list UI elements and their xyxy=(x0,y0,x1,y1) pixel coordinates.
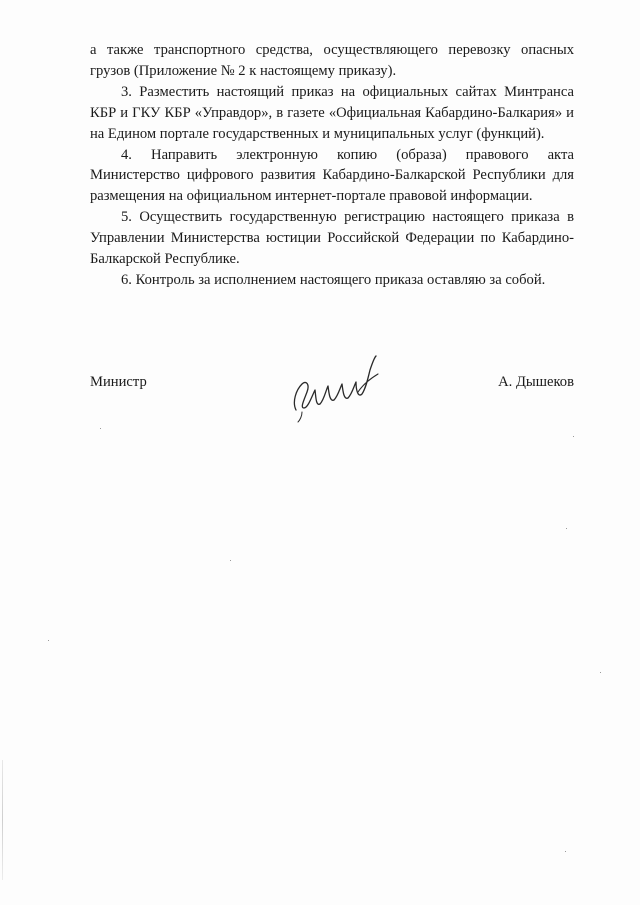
paragraph-continuation: а также транспортного средства, осуществляющего перевозку опасных грузов (Приложение № 2 к настоящему приказу). xyxy=(90,42,574,79)
handwritten-signature xyxy=(288,352,388,424)
scan-speck xyxy=(100,428,101,429)
scan-edge-mark xyxy=(2,760,3,880)
signatory-position: Министр xyxy=(90,374,147,390)
document-body xyxy=(90,40,574,291)
scan-speck xyxy=(230,560,231,561)
scan-speck xyxy=(565,851,566,852)
paragraph-item-4: 4. Направить электронную копию (образа) правового акта Министерство цифрового развития Кабардино-Балкарской Республики для размещения на официальном интернет-портале правовой информации. xyxy=(90,146,574,205)
scan-speck xyxy=(48,640,49,641)
paragraph-item-6: 6. Контроль за исполнением настоящего приказа оставляю за собой. xyxy=(121,271,546,288)
paragraph-item-3: 3. Разместить настоящий приказ на официальных сайтах Минтранса КБР и ГКУ КБР «Управдор», в газете «Официальная Кабардино-Балкария» и на Едином портале государственных и муниципальных услуг (функций). xyxy=(90,83,574,142)
paragraph-item-5: 5. Осуществить государственную регистрацию настоящего приказа в Управлении Министерства юстиции Российской Федерации по Кабардино-Балкарской Республике. xyxy=(90,209,574,268)
scan-speck xyxy=(600,672,601,673)
scan-speck xyxy=(573,436,574,437)
signatory-name: А. Дышеков xyxy=(498,374,574,390)
scan-speck xyxy=(566,528,567,529)
